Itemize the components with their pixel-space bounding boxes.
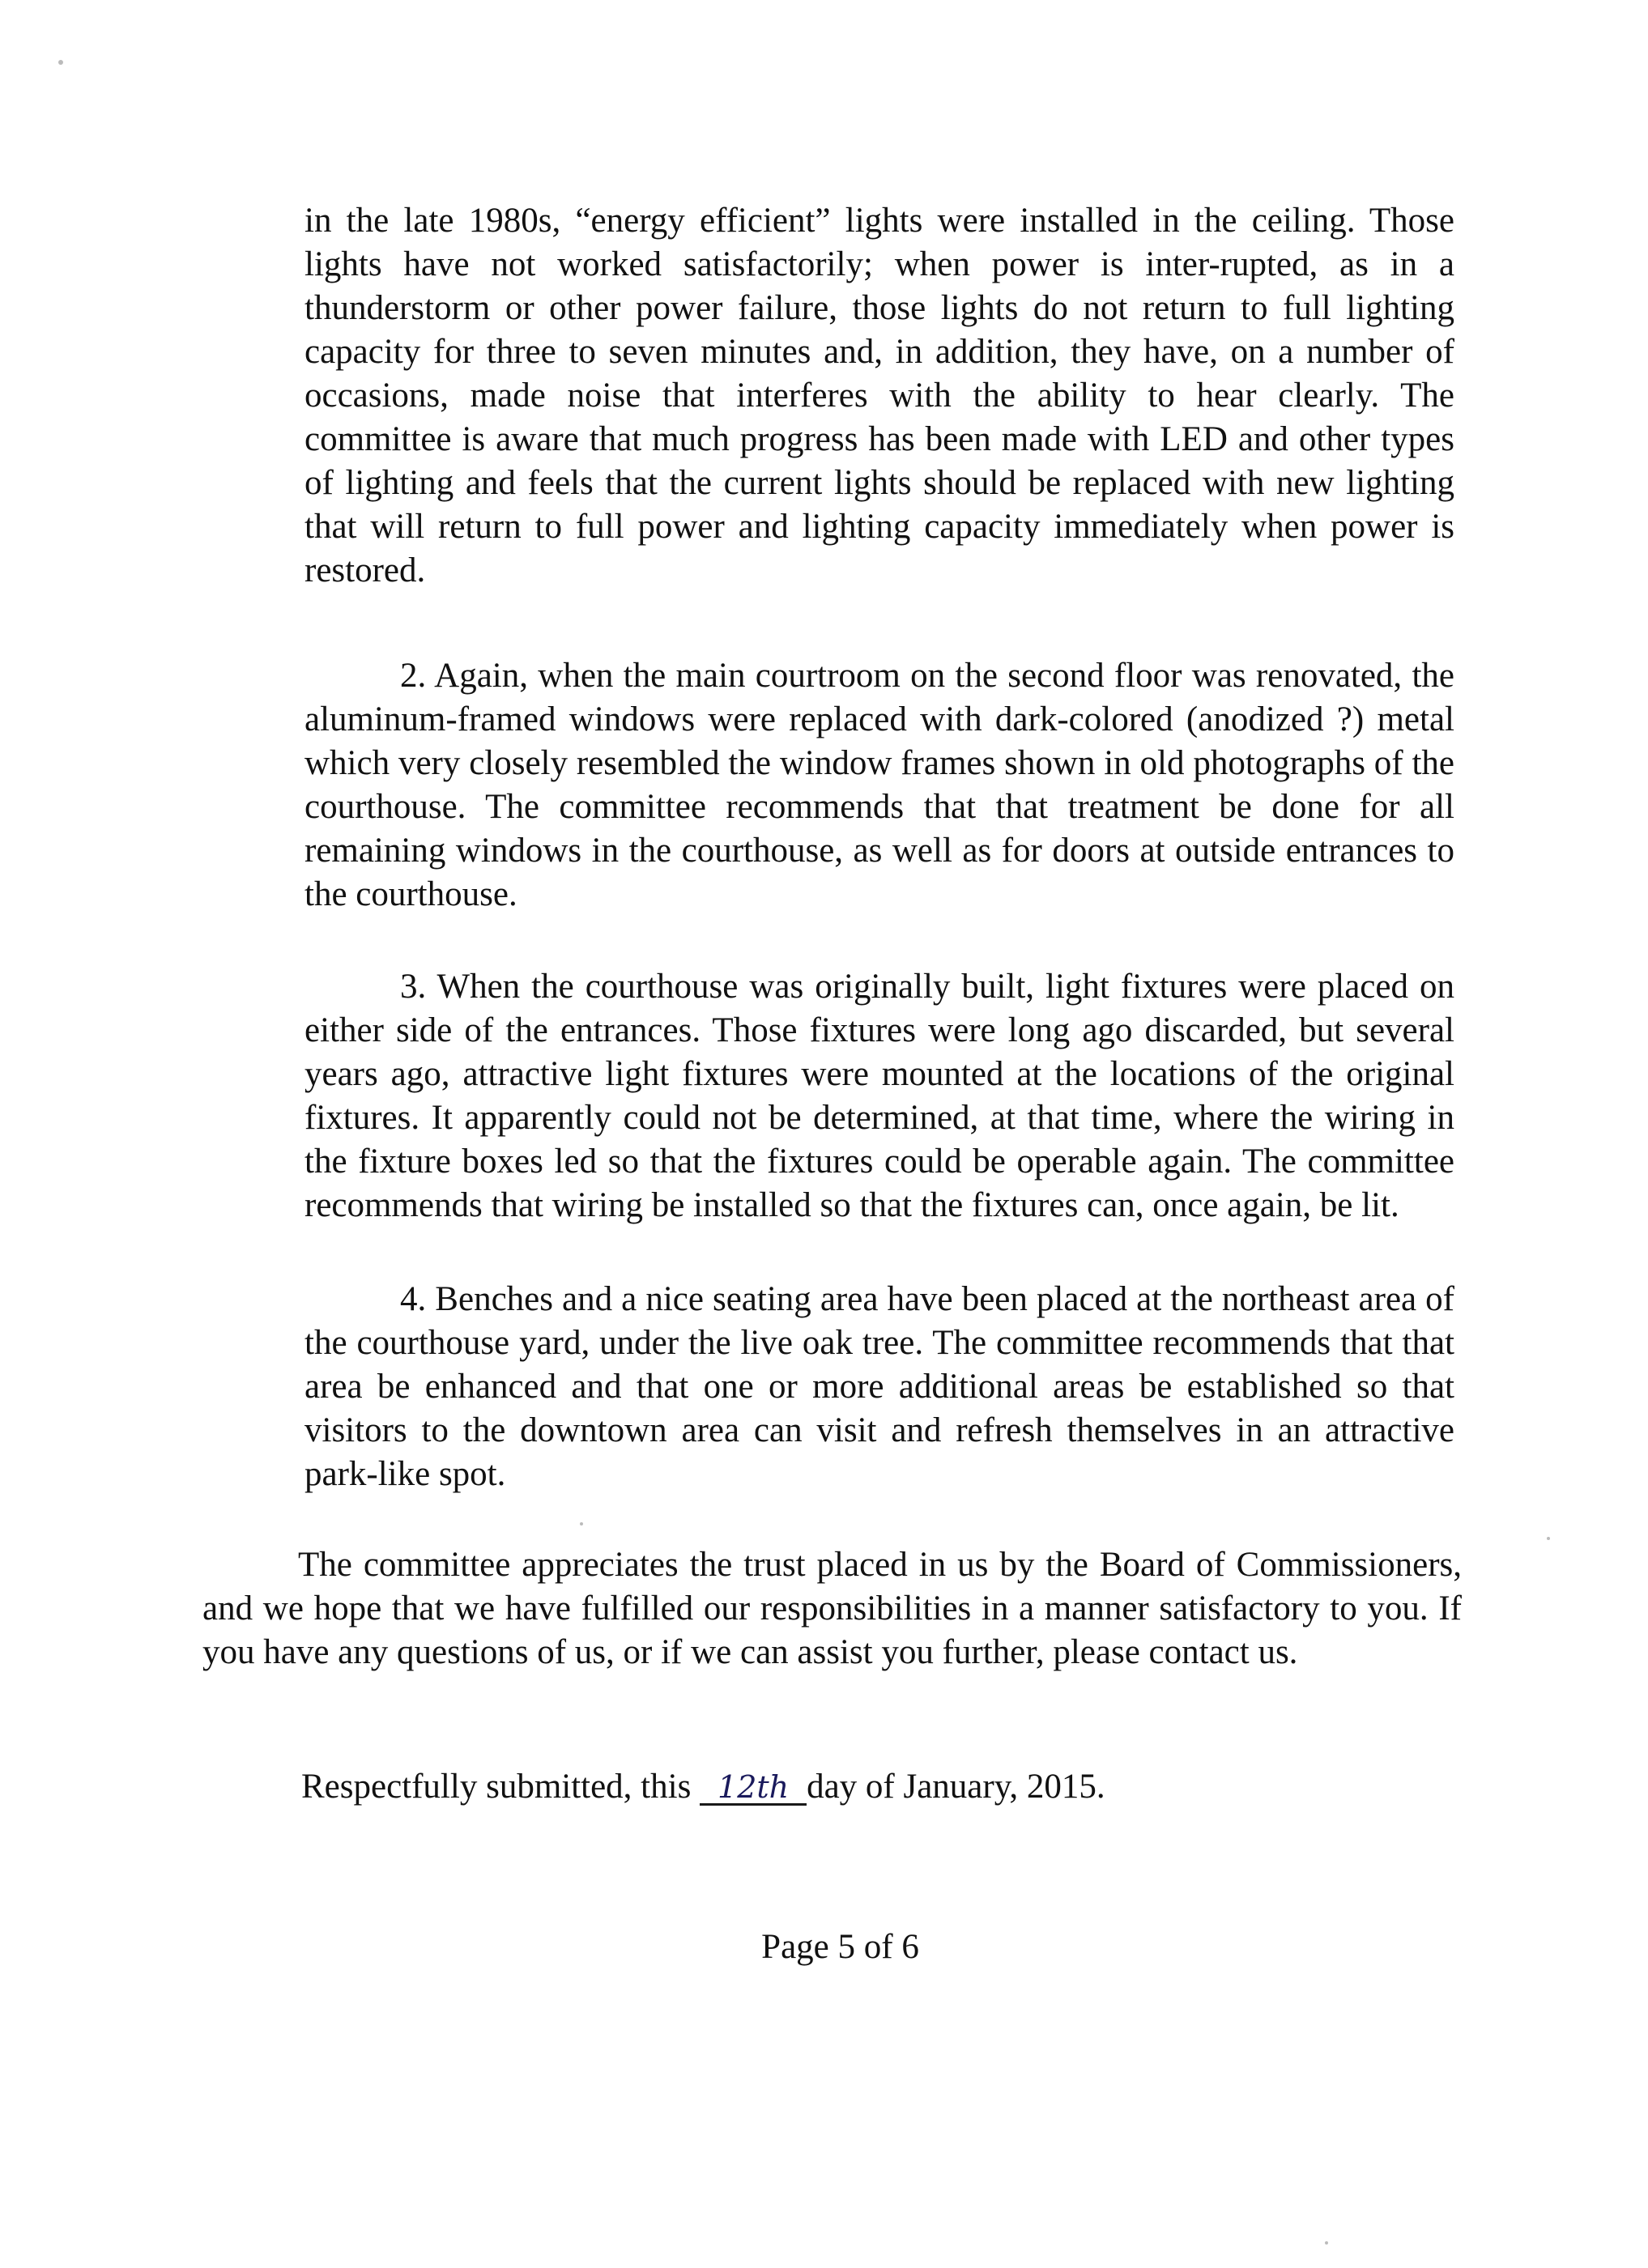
paragraph-4-text: 4. Benches and a nice seating area have been placed at the northeast area of the courthouse yard, under the live oak tree. The committee recommends that that area be enhanced and that one or more additional areas be established so that visitors to the downtown area can visit and refresh themselves in an attractive park-like spot. (304, 1280, 1454, 1493)
closing-paragraph (202, 1543, 1462, 1674)
submission-line (301, 1765, 1105, 1809)
paragraph-item-4 (304, 1278, 1454, 1496)
scan-speck (1325, 2241, 1328, 2245)
paragraph-1-text: in the late 1980s, “energy efficient” lights were installed in the ceiling. Those lights have not worked satisfactorily; when power is inter-rupted, as in a thunderstorm or other power failure, those lights do not return to full lighting capacity for three to seven minutes and, in addition, they have, on a number of occasions, made noise that interferes with the ability to hear clearly. The committee is aware that much progress has been made with LED and other types of lighting and feels that the current lights should be replaced with new lighting that will return to full power and lighting capacity immediately when power is restored. (304, 202, 1454, 589)
closing-text: The committee appreciates the trust placed in us by the Board of Commissioners, and we hope that we have fulfilled our responsibilities in a manner satisfactory to you. If you have any questions of us, or if we can assist you further, please contact us. (202, 1546, 1462, 1671)
page-number-footer (0, 1925, 1648, 1969)
scan-speck (58, 60, 63, 65)
handwritten-day: 12th (700, 1771, 807, 1806)
paragraph-1-continuation (304, 199, 1454, 593)
submission-prefix: Respectfully submitted, this (301, 1768, 692, 1806)
scan-speck (1547, 1537, 1550, 1540)
page-number-label: Page 5 of 6 (761, 1928, 919, 1966)
paragraph-2-text: 2. Again, when the main courtroom on the second floor was renovated, the aluminum-framed windows were replaced with dark-colored (anodized ?) metal which very closely resembled the window frames shown in old photographs of the courthouse. The committee recommends that that treatment be done for all remaining windows in the courthouse, as well as for doors at outside entrances to the courthouse. (304, 657, 1454, 913)
paragraph-item-3 (304, 965, 1454, 1228)
scan-speck (580, 1522, 583, 1525)
paragraph-3-text: 3. When the courthouse was originally built, light fixtures were placed on either side of the entrances. Those fixtures were long ago discarded, but several years ago, attractive light fixtures were mounted at the locations of the original fixtures. It apparently could not be determined, at that time, where the wiring in the fixture boxes led so that the fixtures could be operable again. The committee recommends that wiring be installed so that the fixtures can, once again, be lit. (304, 968, 1454, 1224)
submission-suffix: day of January, 2015. (807, 1768, 1105, 1806)
paragraph-item-2 (304, 654, 1454, 917)
